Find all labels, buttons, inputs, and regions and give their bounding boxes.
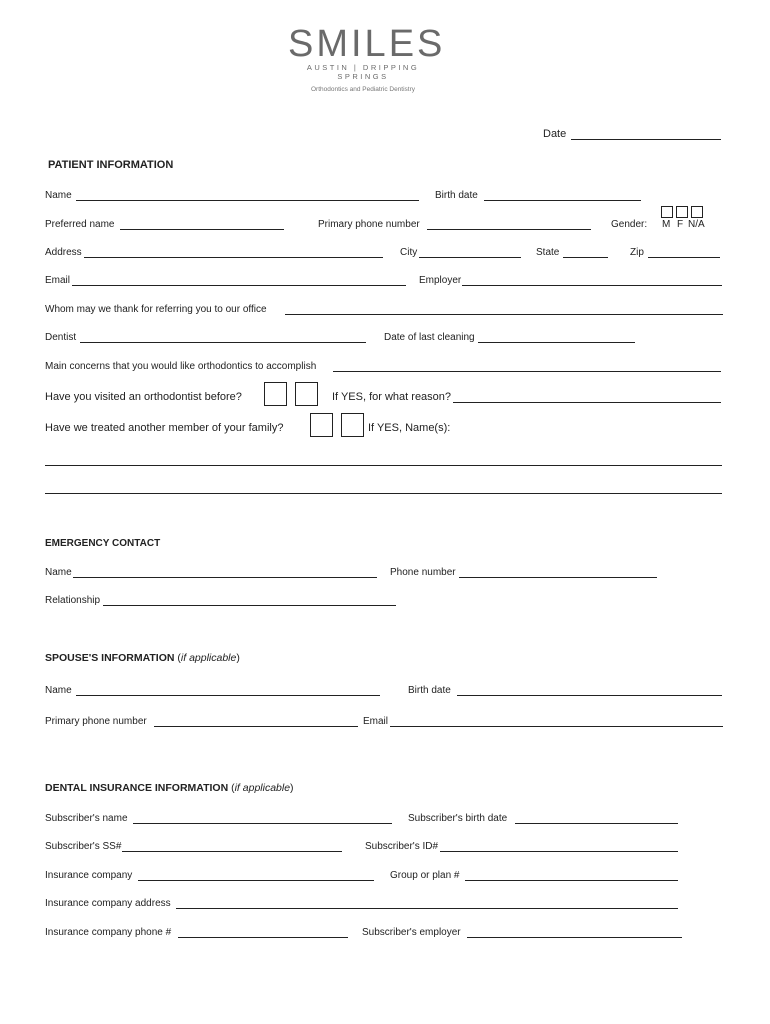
- visited-reason-field[interactable]: [453, 392, 721, 403]
- visited-ortho-yes-checkbox[interactable]: [264, 382, 287, 406]
- zip-field[interactable]: [648, 247, 720, 258]
- logo-tagline: Orthodontics and Pediatric Dentistry: [310, 86, 416, 93]
- email-field[interactable]: [72, 275, 406, 286]
- gender-m-checkbox[interactable]: [661, 206, 673, 218]
- patient-info-heading: PATIENT INFORMATION: [48, 159, 174, 171]
- spouse-heading: SPOUSE'S INFORMATION (if applicable): [45, 652, 240, 664]
- spouse-phone-field[interactable]: [154, 716, 358, 727]
- gender-f-checkbox[interactable]: [676, 206, 688, 218]
- subscriber-name-field[interactable]: [133, 813, 392, 824]
- group-plan-label: Group or plan #: [390, 870, 460, 881]
- gender-na-label: N/A: [688, 219, 705, 230]
- dentist-label: Dentist: [45, 332, 77, 343]
- date-label: Date: [543, 128, 567, 140]
- preferred-name-field[interactable]: [120, 219, 284, 230]
- address-label: Address: [45, 247, 82, 258]
- subscriber-employer-label: Subscriber's employer: [362, 927, 461, 938]
- patient-birth-date-label: Birth date: [435, 190, 478, 201]
- spouse-heading-text: SPOUSE'S INFORMATION: [45, 652, 175, 664]
- city-field[interactable]: [419, 247, 521, 258]
- spouse-birth-date-field[interactable]: [457, 685, 722, 696]
- spouse-email-label: Email: [363, 716, 389, 727]
- gender-na-checkbox[interactable]: [691, 206, 703, 218]
- state-field[interactable]: [563, 247, 608, 258]
- practice-logo: [288, 23, 446, 93]
- emergency-name-label: Name: [45, 567, 72, 578]
- spouse-email-field[interactable]: [390, 716, 723, 727]
- state-label: State: [536, 247, 560, 258]
- gender-f-label: F: [677, 219, 684, 230]
- address-field[interactable]: [84, 247, 383, 258]
- relationship-label: Relationship: [45, 595, 101, 606]
- subscriber-ss-field[interactable]: [122, 841, 342, 852]
- company-address-label: Insurance company address: [45, 898, 171, 909]
- company-address-field[interactable]: [176, 898, 678, 909]
- insurance-heading-text: DENTAL INSURANCE INFORMATION: [45, 782, 229, 794]
- dentist-field[interactable]: [80, 332, 366, 343]
- family-names-line-2[interactable]: [45, 483, 722, 494]
- spouse-phone-label: Primary phone number: [45, 716, 147, 727]
- visited-ortho-no-checkbox[interactable]: [295, 382, 318, 406]
- logo-locations: AUSTIN | DRIPPING SPRINGS: [306, 63, 420, 81]
- referral-field[interactable]: [285, 304, 723, 315]
- family-names-line-1[interactable]: [45, 455, 722, 466]
- spouse-name-field[interactable]: [76, 685, 380, 696]
- company-phone-field[interactable]: [178, 927, 348, 938]
- gender-label: Gender:: [611, 219, 648, 230]
- emergency-heading: EMERGENCY CONTACT: [45, 538, 161, 549]
- emergency-name-field[interactable]: [73, 567, 377, 578]
- treated-family-label: Have we treated another member of your family?: [45, 422, 284, 434]
- emergency-phone-field[interactable]: [459, 567, 657, 578]
- subscriber-name-label: Subscriber's name: [45, 813, 128, 824]
- primary-phone-field[interactable]: [427, 219, 591, 230]
- insurance-company-field[interactable]: [138, 870, 374, 881]
- insurance-heading: DENTAL INSURANCE INFORMATION (if applicable): [45, 782, 294, 794]
- concerns-label: Main concerns that you would like orthodontics to accomplish: [45, 361, 317, 372]
- email-label: Email: [45, 275, 71, 286]
- family-names-label: If YES, Name(s):: [368, 422, 451, 434]
- subscriber-ss-label: Subscriber's SS#: [45, 841, 122, 852]
- spouse-name-label: Name: [45, 685, 72, 696]
- gender-m-label: M: [662, 219, 671, 230]
- company-phone-label: Insurance company phone #: [45, 927, 172, 938]
- insurance-company-label: Insurance company: [45, 870, 133, 881]
- primary-phone-label: Primary phone number: [318, 219, 420, 230]
- logo-title: SMILES: [288, 23, 446, 65]
- subscriber-employer-field[interactable]: [467, 927, 682, 938]
- insurance-heading-note: if applicable: [234, 782, 291, 794]
- subscriber-birth-field[interactable]: [515, 813, 678, 824]
- referral-label: Whom may we thank for referring you to our office: [45, 304, 267, 315]
- treated-family-yes-checkbox[interactable]: [310, 413, 333, 437]
- concerns-field[interactable]: [333, 361, 721, 372]
- preferred-name-label: Preferred name: [45, 219, 115, 230]
- visited-reason-label: If YES, for what reason?: [332, 391, 452, 403]
- emergency-phone-label: Phone number: [390, 567, 456, 578]
- visited-ortho-label: Have you visited an orthodontist before?: [45, 391, 242, 403]
- employer-label: Employer: [419, 275, 462, 286]
- group-plan-field[interactable]: [465, 870, 678, 881]
- employer-field[interactable]: [462, 275, 722, 286]
- last-cleaning-label: Date of last cleaning: [384, 332, 475, 343]
- patient-name-label: Name: [45, 190, 72, 201]
- subscriber-id-field[interactable]: [440, 841, 678, 852]
- zip-label: Zip: [630, 247, 644, 258]
- subscriber-id-label: Subscriber's ID#: [365, 841, 439, 852]
- patient-name-field[interactable]: [76, 190, 419, 201]
- treated-family-no-checkbox[interactable]: [341, 413, 364, 437]
- patient-birth-date-field[interactable]: [484, 190, 641, 201]
- relationship-field[interactable]: [103, 595, 396, 606]
- subscriber-birth-label: Subscriber's birth date: [408, 813, 508, 824]
- date-field[interactable]: [571, 129, 721, 140]
- last-cleaning-field[interactable]: [478, 332, 635, 343]
- spouse-heading-note: if applicable: [180, 652, 237, 664]
- spouse-birth-date-label: Birth date: [408, 685, 451, 696]
- city-label: City: [400, 247, 418, 258]
